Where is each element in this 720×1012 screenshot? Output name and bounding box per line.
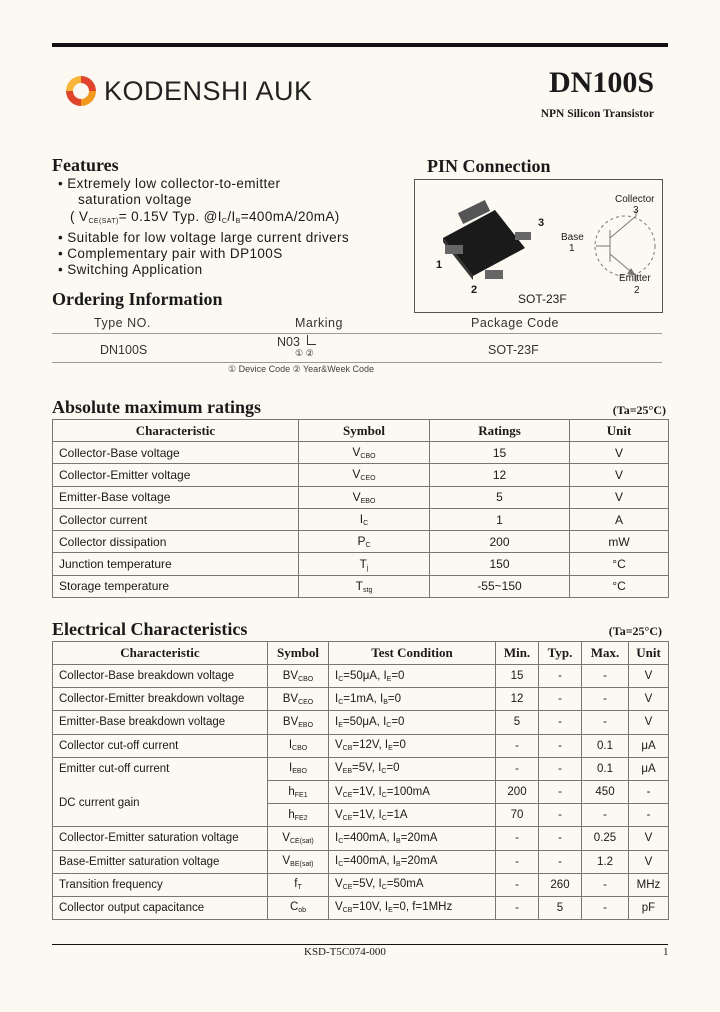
- symbol-subscript: stg: [363, 586, 373, 594]
- max-cell: -: [582, 688, 629, 711]
- test-condition-cell: [329, 850, 496, 873]
- condition-text: =1A: [386, 808, 408, 821]
- max-cell: 450: [582, 780, 629, 803]
- typ-cell: -: [539, 757, 582, 780]
- col-header-max: Max.: [582, 642, 629, 665]
- condition-subscript: CE: [342, 814, 353, 822]
- abs-max-title: Absolute maximum ratings: [52, 397, 262, 417]
- col-header-unit: Unit: [570, 420, 669, 442]
- unit-cell: μA: [629, 734, 669, 757]
- table-row: [53, 827, 669, 850]
- ordering-note: ① Device Code ② Year&Week Code: [228, 364, 375, 374]
- table-row: [53, 531, 669, 553]
- condition-subscript: C: [381, 791, 387, 799]
- min-cell: -: [496, 827, 539, 850]
- condition-text: =50mA: [386, 878, 424, 891]
- characteristic-cell: Junction temperature: [53, 553, 299, 575]
- typ-cell: -: [539, 688, 582, 711]
- part-subtitle: NPN Silicon Transistor: [540, 108, 654, 120]
- min-cell: -: [496, 734, 539, 757]
- col-header-symbol: Symbol: [268, 642, 329, 665]
- symbol-subscript: j: [366, 564, 369, 572]
- feature-item: • Complementary pair with DP100S: [58, 246, 283, 262]
- unit-cell: -: [629, 780, 669, 803]
- condition-text: I: [335, 831, 339, 844]
- max-cell: -: [582, 873, 629, 896]
- condition-subscript: E: [388, 745, 393, 753]
- symbol: V: [282, 855, 291, 868]
- base-label: Base: [561, 232, 584, 243]
- unit-cell: V: [629, 827, 669, 850]
- rating-cell: 5: [430, 486, 570, 508]
- characteristic-cell: Base-Emitter saturation voltage: [53, 850, 268, 873]
- condition-text: V: [335, 785, 343, 798]
- characteristic-cell: Collector current: [53, 508, 299, 530]
- unit-cell: °C: [570, 575, 669, 597]
- condition-subscript: CB: [342, 745, 353, 753]
- symbol: BV: [282, 669, 299, 682]
- unit-cell: A: [570, 508, 669, 530]
- col-header-characteristic: Characteristic: [53, 420, 299, 442]
- symbol-subscript: C: [363, 520, 369, 528]
- condition-subscript: C: [381, 768, 387, 776]
- condition-subscript: C: [338, 861, 344, 869]
- max-cell: 1.2: [582, 850, 629, 873]
- symbol-cell: [268, 711, 329, 734]
- table-row: [53, 688, 669, 711]
- table-row: [53, 508, 669, 530]
- characteristic-cell: Collector-Base voltage: [53, 442, 299, 464]
- table-row: [53, 873, 669, 896]
- ordering-marking-codes: ① ②: [295, 348, 314, 358]
- characteristic-cell: Collector-Emitter saturation voltage: [53, 827, 268, 850]
- unit-cell: μA: [629, 757, 669, 780]
- emitter-pin-number: 2: [634, 285, 640, 296]
- condition-text: =1V, I: [352, 808, 382, 821]
- symbol: T: [359, 556, 367, 571]
- condition-text: V: [335, 762, 343, 775]
- rating-cell: -55~150: [430, 575, 570, 597]
- elec-title: Electrical Characteristics: [52, 619, 248, 639]
- max-cell: -: [582, 665, 629, 688]
- footer-page-number: 1: [663, 946, 669, 958]
- symbol-cell: [268, 804, 329, 827]
- symbol: h: [288, 785, 295, 798]
- rating-cell: 150: [430, 553, 570, 575]
- table-row: [53, 553, 669, 575]
- max-cell: -: [582, 711, 629, 734]
- feature-item: • Suitable for low voltage large current drivers: [58, 229, 350, 245]
- condition-text: =400mA, I: [343, 855, 397, 868]
- col-header-ratings: Ratings: [430, 420, 570, 442]
- max-cell: 0.1: [582, 734, 629, 757]
- symbol: V: [352, 445, 361, 460]
- condition-subscript: C: [381, 814, 387, 822]
- condition-text: =50μA, I: [343, 669, 387, 682]
- rating-cell: 15: [430, 442, 570, 464]
- table-header-row: [53, 420, 669, 442]
- symbol: V: [282, 831, 290, 844]
- symbol-subscript: EBO: [298, 721, 314, 729]
- condition-text: =400mA, I: [343, 831, 397, 844]
- condition-text: I: [335, 692, 339, 705]
- min-cell: 12: [496, 688, 539, 711]
- collector-label: Collector: [615, 194, 655, 205]
- typ-cell: -: [539, 734, 582, 757]
- characteristic-cell: Storage temperature: [53, 575, 299, 597]
- symbol: BV: [282, 715, 299, 728]
- condition-subscript: E: [338, 721, 343, 729]
- typ-cell: -: [539, 850, 582, 873]
- characteristic-cell: DC current gain: [53, 780, 268, 826]
- kodenshi-logo-icon: [64, 74, 98, 108]
- condition-text: V: [335, 878, 343, 891]
- symbol-subscript: EBO: [292, 768, 307, 776]
- typ-cell: -: [539, 780, 582, 803]
- feature-item-condition: ( $V_{CE(SAT)}= 0.15V$ Typ. $@I_C/I_B=400mA/20mA$): [70, 208, 340, 225]
- unit-cell: V: [629, 711, 669, 734]
- condition-subscript: B: [383, 698, 388, 706]
- unit-cell: V: [629, 688, 669, 711]
- elec-condition: (Ta=25°C): [608, 624, 662, 638]
- test-condition-cell: [329, 780, 496, 803]
- condition-text: =1V, I: [352, 785, 382, 798]
- ordering-header-marking: Marking: [295, 316, 343, 330]
- pin-connection-title: PIN Connection: [427, 156, 551, 176]
- min-cell: -: [496, 757, 539, 780]
- condition-text: V: [335, 808, 343, 821]
- table-row: [53, 464, 669, 486]
- rating-cell: 12: [430, 464, 570, 486]
- symbol-subscript: BE(sat): [290, 861, 314, 869]
- condition-text: =0, f=1MHz: [392, 901, 453, 914]
- feature-item: • Extremely low collector-to-emitter: [58, 176, 281, 191]
- feature-item: • Switching Application: [58, 262, 203, 278]
- ordering-marking: N03: [277, 335, 300, 349]
- rating-cell: 200: [430, 531, 570, 553]
- condition-subscript: E: [388, 907, 393, 915]
- condition-text: =0: [387, 692, 402, 705]
- table-row: [53, 757, 669, 780]
- symbol-subscript: CBO: [292, 745, 308, 753]
- typ-cell: 5: [539, 896, 582, 919]
- rating-cell: 1: [430, 508, 570, 530]
- characteristic-cell: Collector cut-off current: [53, 734, 268, 757]
- symbol: T: [355, 578, 363, 593]
- unit-cell: °C: [570, 553, 669, 575]
- condition-text: =20mA: [400, 831, 438, 844]
- unit-cell: V: [629, 665, 669, 688]
- pin-1-label: 1: [436, 259, 443, 271]
- symbol-subscript: CEO: [360, 475, 376, 483]
- condition-text: V: [335, 901, 343, 914]
- collector-pin-number: 3: [633, 205, 639, 216]
- symbol: C: [289, 901, 299, 914]
- pin-2-label: 2: [471, 284, 478, 296]
- table-row: [53, 486, 669, 508]
- condition-subscript: B: [396, 861, 401, 869]
- max-cell: 0.25: [582, 827, 629, 850]
- symbol-subscript: C: [365, 542, 371, 550]
- condition-subscript: CE: [342, 791, 353, 799]
- max-cell: -: [582, 896, 629, 919]
- symbol-cell: [299, 531, 430, 553]
- ordering-type: DN100S: [100, 343, 148, 357]
- max-cell: 0.1: [582, 757, 629, 780]
- symbol-cell: [268, 873, 329, 896]
- condition-subscript: C: [338, 675, 344, 683]
- min-cell: -: [496, 896, 539, 919]
- test-condition-cell: [329, 804, 496, 827]
- table-header-row: [53, 642, 669, 665]
- footer-rule: [52, 944, 668, 945]
- condition-subscript: C: [381, 884, 387, 892]
- symbol: I: [289, 762, 293, 775]
- condition-subscript: C: [338, 837, 344, 845]
- symbol-cell: [299, 575, 430, 597]
- characteristic-cell: Collector-Emitter voltage: [53, 464, 299, 486]
- condition-text: I: [335, 669, 339, 682]
- test-condition-cell: [329, 734, 496, 757]
- emitter-label: Emitter: [619, 273, 651, 284]
- symbol-cell: [268, 665, 329, 688]
- condition-subscript: C: [386, 721, 392, 729]
- unit-cell: V: [629, 850, 669, 873]
- ordering-header-row: [52, 316, 662, 334]
- table-row: [53, 442, 669, 464]
- table-row: [53, 665, 669, 688]
- typ-cell: -: [539, 665, 582, 688]
- symbol-cell: [268, 896, 329, 919]
- part-number: DN100S: [548, 66, 654, 99]
- table-row: [53, 850, 669, 873]
- base-pin-number: 1: [569, 243, 575, 254]
- symbol: V: [352, 467, 361, 482]
- symbol-subscript: EBO: [360, 497, 376, 505]
- unit-cell: V: [570, 464, 669, 486]
- condition-text: =0: [391, 715, 405, 728]
- top-rule: [52, 43, 668, 47]
- condition-subscript: EB: [342, 768, 353, 776]
- characteristic-cell: Transition frequency: [53, 873, 268, 896]
- typ-cell: -: [539, 804, 582, 827]
- symbol-cell: [299, 486, 430, 508]
- symbol: P: [357, 534, 366, 549]
- condition-text: =0: [386, 762, 400, 775]
- unit-cell: V: [570, 486, 669, 508]
- characteristic-cell: Emitter cut-off current: [53, 757, 268, 780]
- symbol-subscript: ob: [298, 907, 307, 915]
- col-header-min: Min.: [496, 642, 539, 665]
- table-row: [53, 780, 669, 803]
- symbol-subscript: FE1: [294, 791, 308, 799]
- symbol: V: [352, 489, 361, 504]
- symbol-subscript: CBO: [298, 675, 314, 683]
- condition-text: I: [335, 855, 339, 868]
- condition-subscript: E: [386, 675, 392, 683]
- table-row: [53, 896, 669, 919]
- pin-3-label: 3: [538, 217, 545, 229]
- condition-text: =1mA, I: [343, 692, 384, 705]
- ordering-package: SOT-23F: [488, 343, 539, 357]
- feature-item: saturation voltage: [78, 192, 192, 208]
- symbol-subscript: FE2: [294, 814, 308, 822]
- brand-logo: [64, 74, 313, 108]
- test-condition-cell: [329, 896, 496, 919]
- unit-cell: mW: [570, 531, 669, 553]
- col-header-unit: Unit: [629, 642, 669, 665]
- col-header-symbol: Symbol: [299, 420, 430, 442]
- condition-text: =0: [392, 739, 406, 752]
- symbol-cell: [299, 464, 430, 486]
- condition-text: I: [335, 715, 339, 728]
- ordering-row: [52, 336, 662, 363]
- marking-mark-icon: [307, 335, 316, 345]
- test-condition-cell: [329, 711, 496, 734]
- table-row: [53, 734, 669, 757]
- symbol: BV: [282, 692, 299, 705]
- condition-text: =10V, I: [352, 901, 389, 914]
- condition-subscript: CE: [342, 884, 353, 892]
- min-cell: 200: [496, 780, 539, 803]
- symbol-cell: [268, 827, 329, 850]
- test-condition-cell: [329, 827, 496, 850]
- min-cell: 15: [496, 665, 539, 688]
- typ-cell: -: [539, 711, 582, 734]
- unit-cell: MHz: [629, 873, 669, 896]
- package-label: SOT-23F: [518, 292, 567, 306]
- table-row: [53, 711, 669, 734]
- symbol-cell: [299, 553, 430, 575]
- characteristic-cell: Emitter-Base breakdown voltage: [53, 711, 268, 734]
- min-cell: -: [496, 873, 539, 896]
- col-header-characteristic: Characteristic: [53, 642, 268, 665]
- condition-text: =5V, I: [352, 878, 382, 891]
- ordering-title: Ordering Information: [52, 289, 223, 309]
- symbol-cell: [268, 780, 329, 803]
- symbol-cell: [268, 734, 329, 757]
- footer-doc-code: KSD-T5C074-000: [304, 946, 386, 958]
- condition-text: =12V, I: [352, 739, 389, 752]
- unit-cell: V: [570, 442, 669, 464]
- symbol: h: [288, 808, 295, 821]
- test-condition-cell: [329, 757, 496, 780]
- pin-connection-box: [414, 179, 663, 313]
- characteristic-cell: Collector dissipation: [53, 531, 299, 553]
- condition-subscript: C: [338, 698, 344, 706]
- characteristic-cell: Emitter-Base voltage: [53, 486, 299, 508]
- ordering-header-type: Type NO.: [94, 316, 151, 330]
- symbol-subscript: CBO: [360, 453, 376, 461]
- symbol-subscript: T: [297, 884, 302, 892]
- symbol-cell: [299, 442, 430, 464]
- symbol-subscript: CEO: [298, 698, 314, 706]
- condition-text: =5V, I: [352, 762, 382, 775]
- elec-table: [52, 641, 669, 920]
- col-header-typ: Typ.: [539, 642, 582, 665]
- condition-text: =0: [391, 669, 405, 682]
- condition-text: =20mA: [400, 855, 438, 868]
- symbol-cell: [268, 688, 329, 711]
- min-cell: 5: [496, 711, 539, 734]
- col-header-condition: Test Condition: [329, 642, 496, 665]
- min-cell: -: [496, 850, 539, 873]
- symbol: I: [359, 512, 364, 527]
- condition-text: V: [335, 739, 343, 752]
- test-condition-cell: [329, 873, 496, 896]
- typ-cell: 260: [539, 873, 582, 896]
- table-row: [53, 575, 669, 597]
- characteristic-cell: Collector-Emitter breakdown voltage: [53, 688, 268, 711]
- brand-name: KODENSHI AUK: [104, 75, 313, 106]
- characteristic-cell: Collector-Base breakdown voltage: [53, 665, 268, 688]
- max-cell: -: [582, 804, 629, 827]
- test-condition-cell: [329, 665, 496, 688]
- condition-subscript: B: [396, 837, 401, 845]
- features-list: [58, 176, 349, 279]
- symbol-subscript: CE(sat): [289, 837, 314, 845]
- condition-subscript: CB: [342, 907, 353, 915]
- symbol: f: [294, 878, 298, 891]
- symbol-cell: [299, 508, 430, 530]
- condition-text: =50μA, I: [342, 715, 387, 728]
- characteristic-cell: Collector output capacitance: [53, 896, 268, 919]
- ordering-header-package: Package Code: [471, 316, 560, 330]
- test-condition-cell: [329, 688, 496, 711]
- unit-cell: pF: [629, 896, 669, 919]
- condition-text: =100mA: [386, 785, 430, 798]
- symbol-cell: [268, 850, 329, 873]
- unit-cell: -: [629, 804, 669, 827]
- features-title: Features: [52, 155, 119, 175]
- typ-cell: -: [539, 827, 582, 850]
- abs-max-table: [52, 419, 669, 598]
- symbol: I: [288, 739, 293, 752]
- symbol-cell: [268, 757, 329, 780]
- abs-max-condition: (Ta=25°C): [612, 403, 666, 417]
- min-cell: 70: [496, 804, 539, 827]
